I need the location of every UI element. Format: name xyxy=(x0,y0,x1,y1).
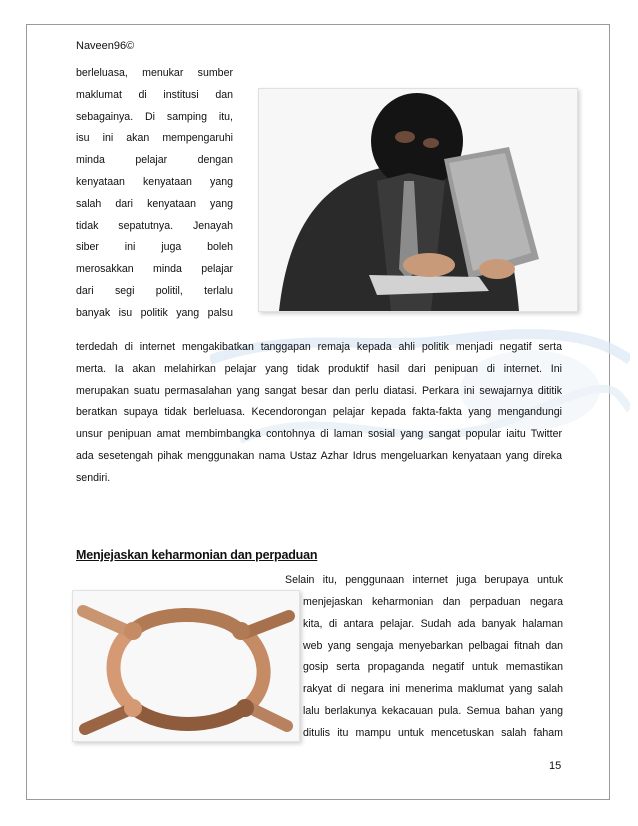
text-line: siber ini juga boleh xyxy=(76,241,233,254)
text-line: rakyat di negara ini menerima maklumat yang salah xyxy=(303,683,563,696)
text-line: berleluasa, menukar sumber xyxy=(76,67,233,79)
text-line: maklumat di institusi dan xyxy=(76,88,233,101)
text-line: isu ini akan mempengaruhi xyxy=(76,132,233,145)
text-line: lalu berlakunya kekacauan pula. Semua bahan yang xyxy=(303,704,563,717)
text-line: beratkan supaya tidak berleluasa. Kecendorongan pelajar kepada fakta-fakta yang mengandungi xyxy=(76,406,562,419)
text-line: unsur penipuan amat membimbangka contohnya di laman sosial yang sangat popular iaitu Twitter xyxy=(76,428,562,441)
section-body xyxy=(303,592,563,745)
text-line: tidak sepatutnya. Jenayah xyxy=(76,219,233,232)
text-line: merosakkan minda pelajar xyxy=(76,263,233,276)
text-line: minda pelajar dengan xyxy=(76,154,233,167)
text-line: kenyataan kenyataan yang xyxy=(76,175,233,188)
section-heading: Menjejaskan keharmonian dan perpaduan xyxy=(76,548,318,562)
text-line: Selain itu, penggunaan internet juga berupaya untuk xyxy=(285,574,563,586)
text-line: banyak isu politik yang palsu xyxy=(76,306,233,319)
text-line: ada sesetengah pihak menggunakan nama Ustaz Azhar Idrus mengeluarkan kenyataan yang direka xyxy=(76,449,562,462)
section-first-line xyxy=(285,570,563,592)
text-line: terdedah di internet mengakibatkan tanggapan remaja kepada ahli politik menjadi negatif serta xyxy=(76,341,562,353)
intro-left-column xyxy=(76,63,233,325)
text-line: merta. Ia akan melahirkan pelajar yang tidak produktif hasil dari penipuan di internet. Ini xyxy=(76,362,562,375)
text-line: menjejaskan keharmonian dan perpaduan negara xyxy=(303,596,563,608)
text-line: sendiri. xyxy=(76,471,111,484)
linked-hands-photo xyxy=(72,590,300,742)
header-author: Naveen96© xyxy=(76,40,135,52)
text-line: gosip serta propaganda negatif untuk memastikan xyxy=(303,661,563,674)
text-line: merupakan suatu permasalahan yang sangat besar dan perlu diatasi. Perkara ini sewajarnya dititik xyxy=(76,384,562,397)
paragraph-cybercrime xyxy=(76,337,562,490)
hacker-photo xyxy=(258,88,578,312)
text-line: web yang sengaja menyebarkan pelbagai fitnah dan xyxy=(303,639,563,652)
text-line: kita, di antara pelajar. Sudah ada banyak halaman xyxy=(303,617,563,630)
text-line: ditulis itu mampu untuk mencetuskan salah faham xyxy=(303,726,563,739)
page-number: 15 xyxy=(549,760,562,772)
text-line: dari segi politil, terlalu xyxy=(76,284,233,297)
text-line: salah dari kenyataan yang xyxy=(76,197,233,210)
text-line: sebagainya. Di samping itu, xyxy=(76,110,233,123)
